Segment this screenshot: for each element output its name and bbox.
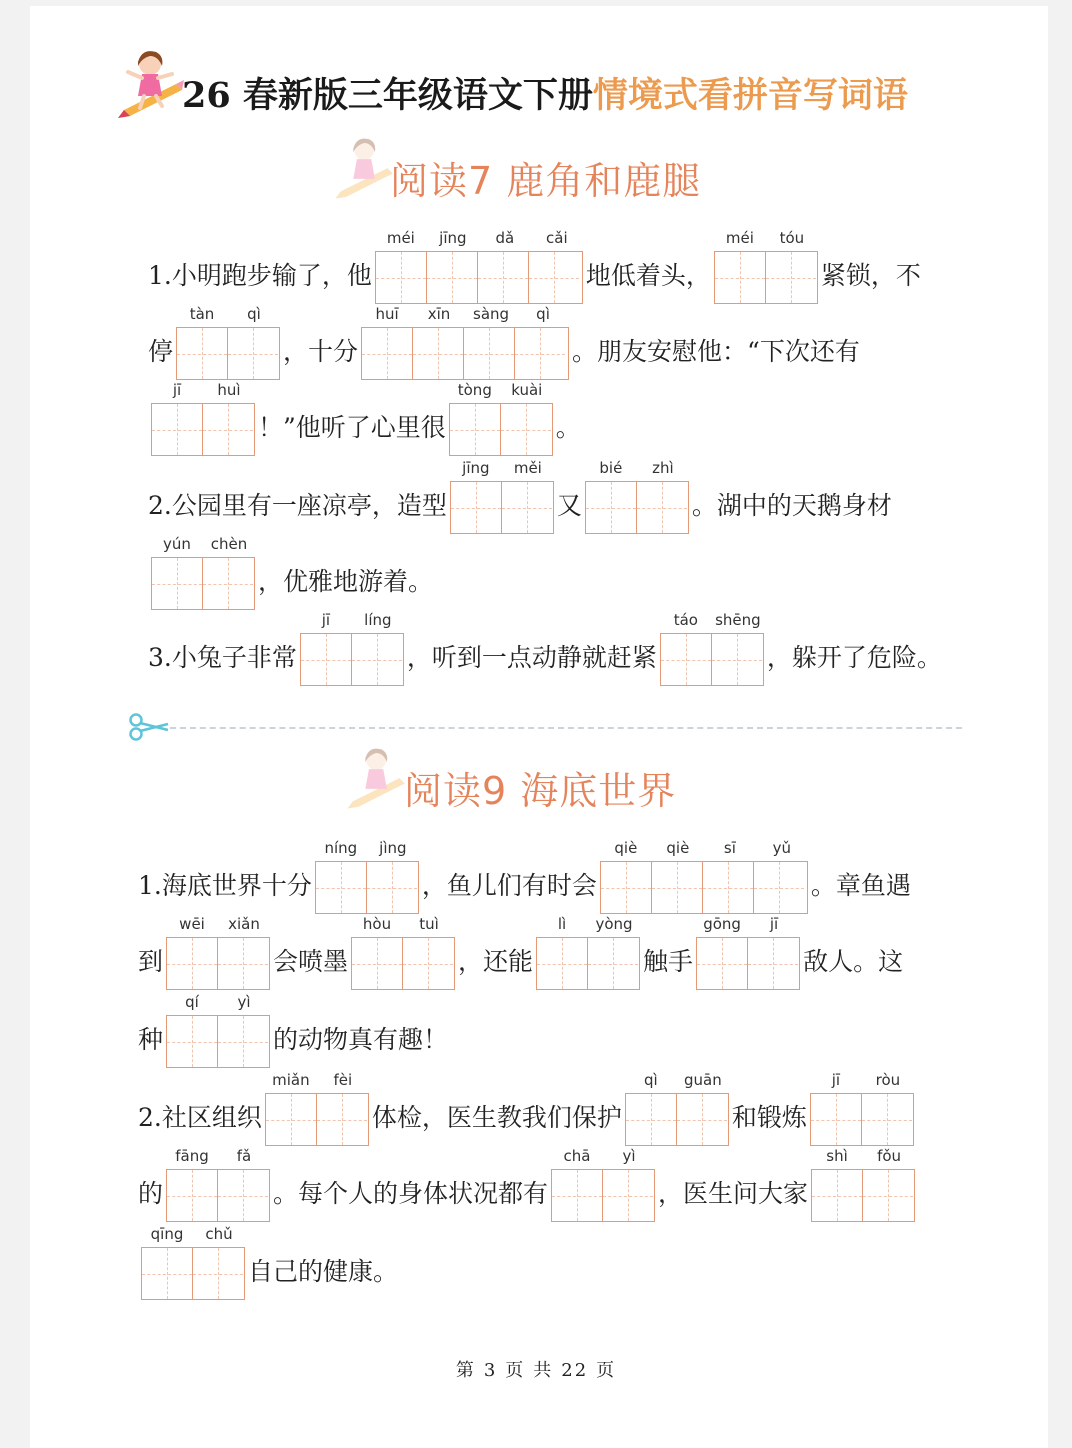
tianzige-cell[interactable]	[812, 1170, 863, 1221]
pinyin-word-blank	[141, 1221, 245, 1300]
section-title-reading-7: 阅读7 鹿角和鹿腿	[390, 159, 702, 203]
pinyin-syllable: guān	[684, 1071, 722, 1089]
pinyin-word-blank	[166, 989, 270, 1068]
pinyin-syllable: jī	[172, 381, 182, 399]
exercise-line	[148, 602, 942, 686]
title-main: 26 春新版三年级语文下册	[182, 75, 593, 116]
writing-grid	[551, 1169, 655, 1222]
tianzige-cell[interactable]	[552, 1170, 603, 1221]
pinyin-syllable: tóu	[779, 229, 805, 247]
page-title	[182, 74, 908, 118]
pinyin-syllable: qīng	[150, 1225, 184, 1243]
pinyin-syllable: yì	[237, 993, 251, 1011]
tianzige-cell[interactable]	[218, 938, 268, 989]
sentence-text: ，还能	[458, 947, 534, 976]
pinyin-row	[585, 455, 689, 481]
section-title-reading-9: 阅读9 海底世界	[404, 769, 677, 813]
pinyin-syllable: tàn	[189, 305, 215, 323]
tianzige-cell[interactable]	[167, 1016, 218, 1067]
tianzige-cell[interactable]	[352, 634, 402, 685]
tianzige-cell[interactable]	[193, 1248, 243, 1299]
pinyin-word-blank	[551, 1143, 655, 1222]
pinyin-word-blank	[450, 455, 554, 534]
sentence-text: 1.海底世界十分	[138, 871, 312, 900]
pinyin-syllable: yì	[622, 1147, 636, 1165]
pinyin-word-blank	[536, 911, 640, 990]
pinyin-word-blank	[300, 607, 404, 686]
sentence-text: 种	[138, 1025, 164, 1054]
pinyin-syllable: méi	[386, 229, 415, 247]
sentence-text: ，听到一点动静就赶紧	[406, 643, 657, 672]
tianzige-cell[interactable]	[403, 938, 453, 989]
pinyin-syllable: lì	[557, 915, 567, 933]
pinyin-syllable: níng	[324, 839, 358, 857]
mascot-faded-icon	[342, 742, 412, 816]
sentence-text: 紧锁，不	[820, 261, 921, 290]
pinyin-syllable: wēi	[179, 915, 205, 933]
sentence-text: 。章鱼遇	[810, 871, 911, 900]
pinyin-row	[351, 911, 455, 937]
writing-grid	[351, 937, 455, 990]
sentence-text: 到	[138, 947, 164, 976]
total-page-count: 22	[561, 1360, 589, 1381]
pinyin-row	[811, 1143, 915, 1169]
pinyin-row	[714, 225, 818, 251]
pinyin-word-blank	[151, 377, 255, 456]
pinyin-syllable: xīn	[427, 305, 451, 323]
pinyin-syllable: fǎ	[236, 1147, 252, 1165]
writing-grid	[811, 1169, 915, 1222]
pinyin-row	[696, 911, 800, 937]
pinyin-syllable: chèn	[210, 535, 248, 553]
girl-on-pencil-mascot-icon	[112, 44, 190, 126]
sentence-text: 的动物真有趣！	[273, 1025, 449, 1054]
pinyin-syllable: chā	[563, 1147, 591, 1165]
pinyin-syllable: tòng	[457, 381, 492, 399]
pinyin-word-blank	[315, 835, 419, 914]
sentence-text: 会喷墨	[273, 947, 349, 976]
pinyin-syllable: gōng	[703, 915, 741, 933]
sentence-text: 地低着头，	[585, 261, 711, 290]
pinyin-syllable: jīng	[439, 229, 467, 247]
cut-line-divider	[170, 727, 962, 729]
pinyin-syllable: cǎi	[546, 229, 568, 247]
pinyin-syllable: shì	[826, 1147, 848, 1165]
sentence-text: 体检，医生教我们保护	[371, 1103, 622, 1132]
sentence-text: 2.公园里有一座凉亭，造型	[148, 491, 447, 520]
exercise-line	[148, 372, 581, 456]
writing-grid	[300, 633, 404, 686]
pinyin-row	[166, 1143, 270, 1169]
writing-grid	[536, 937, 640, 990]
pinyin-syllable: líng	[364, 611, 392, 629]
tianzige-cell[interactable]	[637, 482, 687, 533]
pinyin-row	[536, 911, 640, 937]
sentence-text: 1.小明跑步输了，他	[148, 261, 372, 290]
pinyin-word-blank	[361, 301, 569, 380]
writing-grid	[166, 1169, 270, 1222]
pinyin-syllable: zhì	[652, 459, 674, 477]
pinyin-row	[660, 607, 764, 633]
tianzige-cell[interactable]	[502, 482, 552, 533]
pinyin-syllable: jīng	[462, 459, 490, 477]
writing-grid	[696, 937, 800, 990]
tianzige-cell[interactable]	[588, 938, 638, 989]
pinyin-row	[166, 989, 270, 1015]
pinyin-syllable: jī	[321, 611, 331, 629]
pinyin-word-blank	[660, 607, 764, 686]
tianzige-cell[interactable]	[450, 404, 501, 455]
pinyin-syllable: tuì	[419, 915, 439, 933]
tianzige-cell[interactable]	[501, 404, 551, 455]
tianzige-cell[interactable]	[218, 1170, 268, 1221]
exercise-line	[138, 906, 903, 990]
tianzige-cell[interactable]	[537, 938, 588, 989]
tianzige-cell[interactable]	[301, 634, 352, 685]
sentence-text: 又	[556, 491, 582, 520]
pinyin-syllable: chǔ	[205, 1225, 233, 1243]
pinyin-word-blank	[696, 911, 800, 990]
pinyin-row	[625, 1067, 729, 1093]
pinyin-word-blank	[176, 301, 280, 380]
writing-grid	[585, 481, 689, 534]
pinyin-syllable: sī	[723, 839, 736, 857]
scissors-icon	[128, 712, 172, 742]
pinyin-row	[315, 835, 419, 861]
sentence-text: ，优雅地游着。	[258, 567, 434, 596]
pinyin-syllable: dǎ	[495, 229, 515, 247]
pinyin-word-blank	[166, 1143, 270, 1222]
pinyin-row	[151, 377, 255, 403]
writing-grid	[166, 1015, 270, 1068]
pinyin-row	[375, 225, 583, 251]
exercise-line	[138, 1216, 398, 1300]
pinyin-syllable: sàng	[473, 305, 510, 323]
tianzige-cell[interactable]	[603, 1170, 653, 1221]
pinyin-row	[449, 377, 553, 403]
exercise-line	[148, 450, 892, 534]
exercise-line	[138, 1138, 918, 1222]
sentence-text: 。	[555, 413, 581, 442]
sentence-text: ！”他听了心里很	[258, 413, 446, 442]
pinyin-syllable: qiè	[666, 839, 690, 857]
pinyin-row	[551, 1143, 655, 1169]
pinyin-word-blank	[600, 835, 808, 914]
pinyin-syllable: bié	[599, 459, 623, 477]
sentence-text: 自己的健康。	[248, 1257, 399, 1286]
sentence-text: ，十分	[283, 337, 359, 366]
pinyin-syllable: huī	[375, 305, 399, 323]
pinyin-syllable: fèi	[333, 1071, 353, 1089]
footer-label: 页	[596, 1360, 617, 1381]
sentence-text: 3.小兔子非常	[148, 643, 297, 672]
pinyin-word-blank	[811, 1143, 915, 1222]
pinyin-row	[600, 835, 808, 861]
pinyin-word-blank	[265, 1067, 369, 1146]
sentence-text: 。朋友安慰他：“下次还有	[572, 337, 860, 366]
exercise-line	[148, 526, 433, 610]
tianzige-cell[interactable]	[863, 1170, 913, 1221]
pinyin-row	[810, 1067, 914, 1093]
sentence-text: 。湖中的天鹅身材	[691, 491, 892, 520]
tianzige-cell[interactable]	[167, 938, 218, 989]
sentence-text: ，医生问大家	[658, 1179, 809, 1208]
writing-grid	[449, 403, 553, 456]
pinyin-word-blank	[151, 531, 255, 610]
current-page-number: 3	[483, 1360, 498, 1381]
tianzige-cell[interactable]	[218, 1016, 268, 1067]
pinyin-word-blank	[449, 377, 553, 456]
pinyin-syllable: jī	[831, 1071, 841, 1089]
pinyin-word-blank	[375, 225, 583, 304]
writing-grid	[450, 481, 554, 534]
tianzige-cell[interactable]	[167, 1170, 218, 1221]
writing-grid	[141, 1247, 245, 1300]
footer-label: 第	[455, 1360, 476, 1381]
sentence-text: 停	[148, 337, 174, 366]
pinyin-syllable: kuài	[511, 381, 543, 399]
sentence-text: 的	[138, 1179, 164, 1208]
tianzige-cell[interactable]	[697, 938, 748, 989]
pinyin-syllable: yòng	[595, 915, 633, 933]
pinyin-row	[166, 911, 270, 937]
pinyin-syllable: ròu	[875, 1071, 901, 1089]
pinyin-syllable: fāng	[175, 1147, 209, 1165]
writing-grid	[660, 633, 764, 686]
writing-grid	[151, 403, 255, 456]
sentence-text: 。每个人的身体状况都有	[273, 1179, 549, 1208]
pinyin-row	[176, 301, 280, 327]
pinyin-word-blank	[351, 911, 455, 990]
footer-label: 页	[505, 1360, 526, 1381]
pinyin-syllable: měi	[513, 459, 542, 477]
pinyin-word-blank	[714, 225, 818, 304]
pinyin-row	[300, 607, 404, 633]
pinyin-syllable: shēng	[715, 611, 761, 629]
pinyin-word-blank	[585, 455, 689, 534]
sentence-text: ，鱼儿们有时会	[421, 871, 597, 900]
sentence-text: 和锻炼	[731, 1103, 807, 1132]
header	[0, 0, 1072, 130]
title-highlight: 情境式看拼音写词语	[592, 75, 908, 116]
pinyin-syllable: xiǎn	[228, 915, 260, 933]
pinyin-row	[361, 301, 569, 327]
pinyin-syllable: jī	[769, 915, 779, 933]
pinyin-syllable: miǎn	[272, 1071, 310, 1089]
sentence-text: ，躲开了危险。	[766, 643, 942, 672]
pinyin-row	[265, 1067, 369, 1093]
sentence-text: 敌人。这	[803, 947, 904, 976]
tianzige-cell[interactable]	[451, 482, 502, 533]
exercise-line	[138, 984, 448, 1068]
tianzige-cell[interactable]	[203, 404, 253, 455]
sentence-text: 触手	[643, 947, 694, 976]
tianzige-cell[interactable]	[352, 938, 403, 989]
pinyin-syllable: qì	[644, 1071, 658, 1089]
tianzige-cell[interactable]	[661, 634, 712, 685]
pinyin-syllable: hòu	[362, 915, 392, 933]
pinyin-row	[141, 1221, 245, 1247]
page-footer	[0, 1356, 1072, 1382]
pinyin-syllable: huì	[217, 381, 241, 399]
pinyin-syllable: méi	[725, 229, 754, 247]
pinyin-syllable: táo	[673, 611, 698, 629]
tianzige-cell[interactable]	[748, 938, 798, 989]
pinyin-syllable: qì	[247, 305, 261, 323]
tianzige-cell[interactable]	[586, 482, 637, 533]
exercise-line	[138, 830, 911, 914]
pinyin-syllable: qiè	[614, 839, 638, 857]
tianzige-cell[interactable]	[152, 404, 203, 455]
pinyin-word-blank	[625, 1067, 729, 1146]
pinyin-syllable: qì	[536, 305, 550, 323]
pinyin-syllable: jìng	[379, 839, 407, 857]
exercise-line	[148, 296, 860, 380]
pinyin-syllable: fǒu	[877, 1147, 902, 1165]
exercise-line	[138, 1062, 917, 1146]
writing-grid	[166, 937, 270, 990]
pinyin-syllable: yún	[163, 535, 191, 553]
pinyin-word-blank	[810, 1067, 914, 1146]
pinyin-row	[151, 531, 255, 557]
pinyin-syllable: qí	[185, 993, 199, 1011]
pinyin-row	[450, 455, 554, 481]
pinyin-syllable: yǔ	[772, 839, 792, 857]
tianzige-cell[interactable]	[712, 634, 762, 685]
pinyin-word-blank	[166, 911, 270, 990]
sentence-text: 2.社区组织	[138, 1103, 262, 1132]
footer-label: 共	[533, 1360, 554, 1381]
tianzige-cell[interactable]	[142, 1248, 193, 1299]
exercise-line	[148, 220, 921, 304]
